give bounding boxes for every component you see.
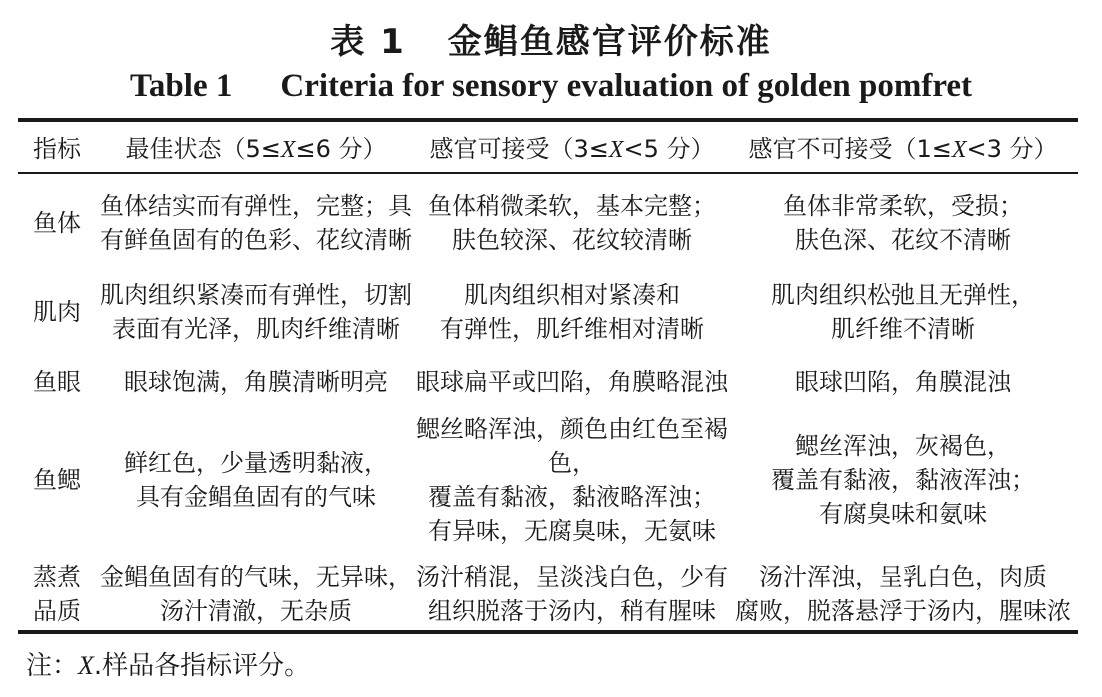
criteria-line: 眼球饱满，角膜清晰明亮	[124, 368, 388, 396]
table-header-row	[18, 124, 1078, 174]
criteria-line: 肌肉组织松弛且无弹性，	[771, 281, 1035, 309]
criteria-cell-unacceptable	[728, 352, 1078, 412]
criteria-cell-acceptable	[416, 174, 728, 272]
criteria-cell-best	[96, 352, 416, 412]
criteria-cell-acceptable	[416, 412, 728, 548]
criteria-line: 有腐臭味和氨味	[819, 500, 987, 528]
row-index-cell	[18, 548, 96, 640]
criteria-line: 汤汁清澈，无杂质	[160, 597, 352, 625]
criteria-line: 肌纤维不清晰	[831, 315, 975, 343]
criteria-cell-unacceptable	[728, 272, 1078, 352]
criteria-cell-best	[96, 412, 416, 548]
table-row-eye	[18, 352, 1078, 412]
criteria-line: 鱼体稍微柔软，基本完整；	[428, 192, 716, 220]
table-number-cn: 表 1	[330, 22, 406, 62]
criteria-line: 鳃丝浑浊，灰褐色，	[795, 432, 1011, 460]
row-index-cell	[18, 174, 96, 272]
header-unacceptable: 感官不可接受（1≤X<3 分）	[748, 134, 1058, 163]
criteria-line: 组织脱落于汤内，稍有腥味	[428, 597, 716, 625]
criteria-cell-best	[96, 272, 416, 352]
table-title-chinese	[0, 14, 1102, 63]
row-index-line: 鱼鳃	[33, 466, 81, 494]
table-title-english	[0, 68, 1102, 105]
criteria-line: 有异味，无腐臭味，无氨味	[428, 517, 716, 545]
table-note: 注：X.样品各指标评分。	[26, 651, 311, 681]
criteria-line: 金鲳鱼固有的气味，无异味，	[100, 563, 412, 591]
criteria-line: 汤汁浑浊，呈乳白色，肉质	[759, 563, 1047, 591]
criteria-line: 眼球扁平或凹陷，角膜略混浊	[416, 368, 728, 396]
criteria-line: 肤色深、花纹不清晰	[795, 226, 1011, 254]
criteria-cell-acceptable	[416, 272, 728, 352]
criteria-line: 具有金鲳鱼固有的气味	[136, 483, 376, 511]
table-row-gill	[18, 412, 1078, 548]
table-caption-en: Criteria for sensory evaluation of golden pomfret	[280, 68, 973, 104]
criteria-line: 覆盖有黏液，黏液略浑浊；	[428, 483, 716, 511]
criteria-line: 肌肉组织紧凑而有弹性，切割	[100, 281, 412, 309]
table-caption-cn: 金鲳鱼感官评价标准	[447, 22, 772, 62]
row-index-line: 蒸煮	[33, 563, 81, 591]
criteria-cell-unacceptable	[728, 412, 1078, 548]
criteria-cell-acceptable	[416, 352, 728, 412]
row-index-cell	[18, 412, 96, 548]
criteria-line: 表面有光泽，肌肉纤维清晰	[112, 315, 400, 343]
row-index-line: 品质	[33, 597, 81, 625]
criteria-cell-acceptable	[416, 548, 728, 640]
row-index-line: 肌肉	[33, 298, 81, 326]
header-best: 最佳状态（5≤X≤6 分）	[125, 134, 387, 163]
row-index-line: 鱼眼	[33, 368, 81, 396]
criteria-line: 腐败，脱落悬浮于汤内，腥味浓	[735, 597, 1071, 625]
criteria-line: 汤汁稍混，呈淡浅白色，少有	[416, 563, 728, 591]
row-index-cell	[18, 352, 96, 412]
table-row-cooking	[18, 548, 1078, 640]
criteria-line: 鳃丝略浑浊，颜色由红色至褐色，	[416, 415, 728, 477]
table-row-muscle	[18, 272, 1078, 352]
sensory-criteria-table	[18, 124, 1078, 640]
criteria-cell-best	[96, 174, 416, 272]
criteria-line: 眼球凹陷，角膜混浊	[795, 368, 1011, 396]
header-acceptable: 感官可接受（3≤X<5 分）	[429, 134, 715, 163]
criteria-line: 有弹性，肌纤维相对清晰	[440, 315, 704, 343]
criteria-line: 鱼体非常柔软，受损；	[783, 192, 1023, 220]
criteria-line: 鲜红色，少量透明黏液，	[124, 449, 388, 477]
criteria-cell-unacceptable	[728, 174, 1078, 272]
row-index-line: 鱼体	[33, 209, 81, 237]
criteria-line: 覆盖有黏液，黏液浑浊；	[771, 466, 1035, 494]
row-index-cell	[18, 272, 96, 352]
header-index: 指标	[33, 135, 81, 163]
criteria-line: 有鲜鱼固有的色彩、花纹清晰	[100, 226, 412, 254]
table-row-body	[18, 174, 1078, 272]
criteria-line: 鱼体结实而有弹性，完整；具	[100, 192, 412, 220]
criteria-cell-unacceptable	[728, 548, 1078, 640]
criteria-line: 肤色较深、花纹较清晰	[452, 226, 692, 254]
criteria-line: 肌肉组织相对紧凑和	[464, 281, 680, 309]
criteria-cell-best	[96, 548, 416, 640]
table-top-rule	[18, 118, 1078, 122]
table-number-en: Table 1	[129, 68, 233, 104]
